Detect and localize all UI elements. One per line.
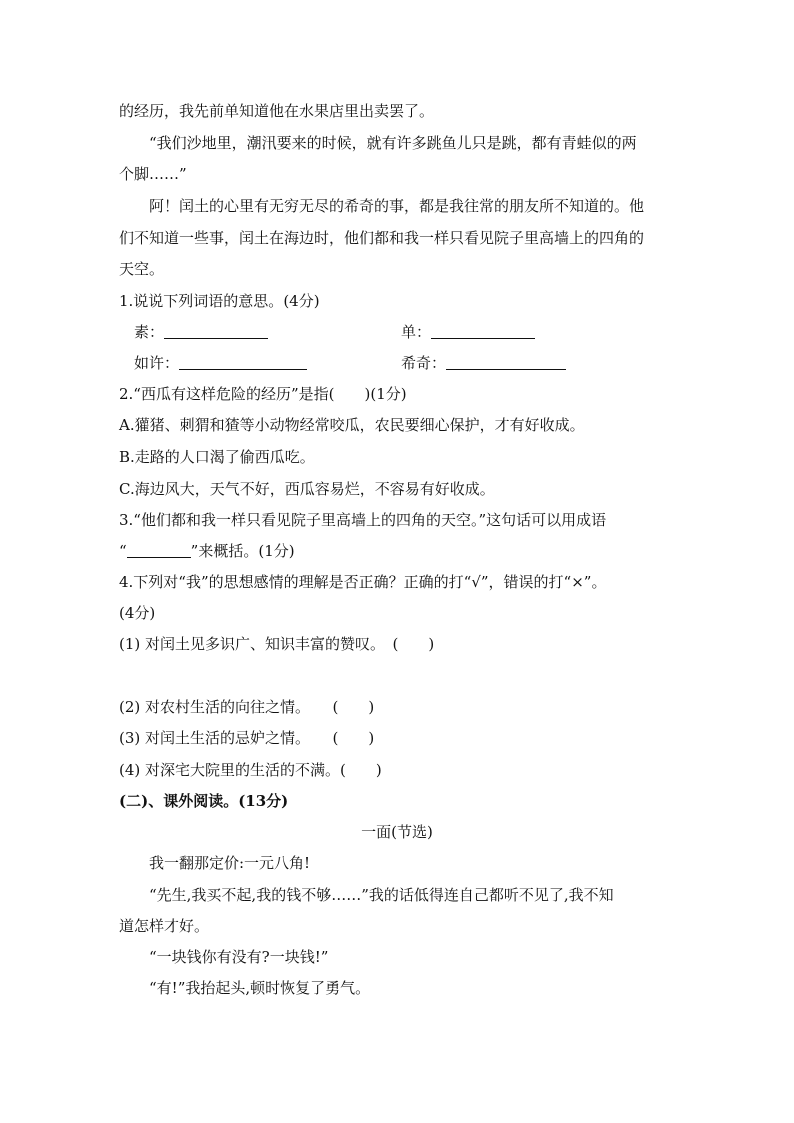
passage-line-3: 个脚……”: [119, 165, 187, 183]
word-label-xiqi: 希奇：: [401, 354, 447, 372]
question-4-stem: 4.下列对“我”的思想感情的理解是否正确？正确的打“√”，错误的打“×”。: [119, 573, 607, 591]
question-3-stem: 3.“他们都和我一样只看见院子里高墙上的四角的天空。”这句话可以用成语: [119, 511, 607, 529]
word-label-dan: 单：: [401, 323, 432, 341]
reading-line-3: 道怎样才好。: [119, 917, 210, 935]
question-3-tail: ”来概括。(1分): [190, 542, 295, 560]
question-2-option-a[interactable]: A.獾猪、刺猬和猹等小动物经常咬瓜，农民要细心保护，才有好收成。: [119, 416, 585, 434]
passage-line-2: “我们沙地里，潮汛要来的时候，就有许多跳鱼儿只是跳，都有青蛙似的两: [149, 134, 637, 152]
question-4-item-2[interactable]: (2) 对农村生活的向往之情。 ( ): [119, 698, 375, 716]
passage-line-1: 的经历，我先前单知道他在水果店里出卖罢了。: [119, 102, 435, 120]
word-field-ruxu: [134, 353, 307, 373]
answer-blank-xiqi[interactable]: [446, 354, 566, 370]
quote-open: “: [119, 542, 127, 560]
reading-line-2: “先生,我买不起,我的钱不够……”我的话低得连自己都听不见了,我不知: [149, 886, 614, 904]
passage-line-5: 们不知道一些事，闰土在海边时，他们都和我一样只看见院子里高墙上的四角的: [119, 229, 645, 247]
word-label-ruxu: 如许：: [134, 354, 180, 372]
passage-line-4: 阿！闰土的心里有无穷无尽的希奇的事，都是我往常的朋友所不知道的。他: [149, 197, 645, 215]
question-4-item-4[interactable]: (4) 对深宅大院里的生活的不满。( ): [119, 761, 382, 779]
question-4-item-3[interactable]: (3) 对闰土生活的忌妒之情。 ( ): [119, 729, 375, 747]
question-2-option-c[interactable]: C.海边风大，天气不好，西瓜容易烂，不容易有好收成。: [119, 480, 495, 498]
reading-line-4: “一块钱你有没有?一块钱!”: [149, 948, 329, 966]
idiom-answer-blank[interactable]: [127, 542, 191, 558]
section-2-heading: (二)、课外阅读。(13分): [119, 792, 289, 810]
question-2-option-b[interactable]: B.走路的人口渴了偷西瓜吃。: [119, 448, 315, 466]
reading-title: 一面(节选): [361, 823, 433, 841]
question-3-line-2: [119, 541, 295, 561]
question-4-item-1[interactable]: (1) 对闰土见多识广、知识丰富的赞叹。 ( ): [119, 635, 435, 653]
question-1-stem: 1.说说下列词语的意思。(4分): [119, 292, 320, 310]
reading-line-5: “有!”我抬起头,顿时恢复了勇气。: [149, 979, 371, 997]
question-2-stem: 2.“西瓜有这样危险的经历”是指( )(1分): [119, 385, 407, 403]
word-label-su: 素：: [134, 323, 165, 341]
reading-line-1: 我一翻那定价:一元八角!: [149, 854, 311, 872]
question-4-score: (4分): [119, 604, 156, 622]
word-field-su: [134, 322, 268, 342]
passage-line-6: 天空。: [119, 260, 165, 278]
answer-blank-dan[interactable]: [431, 323, 535, 339]
answer-blank-ruxu[interactable]: [179, 354, 307, 370]
word-field-xiqi: [401, 353, 566, 373]
word-field-dan: [401, 322, 535, 342]
answer-blank-su[interactable]: [164, 323, 268, 339]
